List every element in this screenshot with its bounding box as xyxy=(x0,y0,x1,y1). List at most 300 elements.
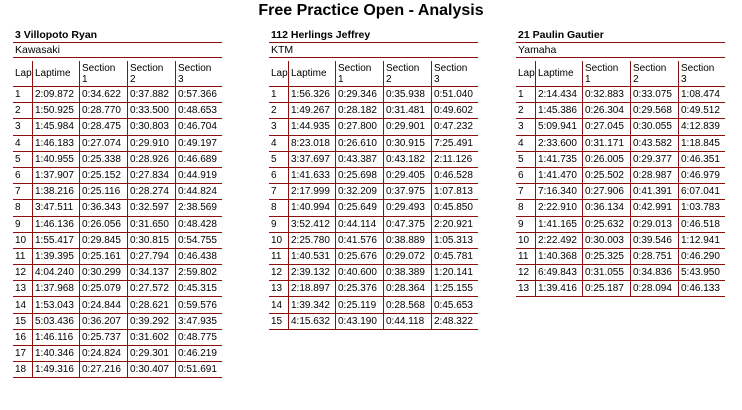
table-row xyxy=(13,136,222,152)
lap-number: 3 xyxy=(516,119,535,135)
lap-number: 16 xyxy=(13,330,32,346)
laptime: 2:17.999 xyxy=(288,184,335,200)
section-word: Section xyxy=(386,62,420,74)
section-1-time: 0:40.600 xyxy=(335,265,383,281)
section-1-time: 0:27.216 xyxy=(79,362,127,378)
table-row xyxy=(13,314,222,330)
section-2-time: 0:30.407 xyxy=(127,362,175,378)
section-1-time: 0:26.056 xyxy=(79,217,127,233)
col-header-section-2 xyxy=(630,61,678,87)
section-3-time: 0:46.438 xyxy=(175,249,222,265)
section-2-time: 0:28.751 xyxy=(630,249,678,265)
section-1-time: 0:31.171 xyxy=(582,136,630,152)
lap-number: 8 xyxy=(13,200,32,216)
section-2-time: 0:29.301 xyxy=(127,346,175,362)
table-row xyxy=(13,119,222,135)
section-1-time: 0:36.134 xyxy=(582,200,630,216)
table-row xyxy=(269,249,478,265)
section-1-time: 0:43.190 xyxy=(335,314,383,330)
table-row xyxy=(516,103,725,119)
col-header-laptime: Laptime xyxy=(288,61,335,87)
section-3-time: 0:46.219 xyxy=(175,346,222,362)
col-header-section-1 xyxy=(582,61,630,87)
table-row xyxy=(13,281,222,297)
section-1-time: 0:36.207 xyxy=(79,314,127,330)
section-2-time: 0:29.910 xyxy=(127,136,175,152)
table-row xyxy=(516,168,725,184)
section-1-time: 0:29.346 xyxy=(335,87,383,103)
section-1-time: 0:25.116 xyxy=(79,184,127,200)
table-row xyxy=(269,119,478,135)
table-row xyxy=(13,168,222,184)
header-row xyxy=(269,61,478,87)
laptime: 2:33.600 xyxy=(535,136,582,152)
section-3-time: 1:20.141 xyxy=(431,265,478,281)
table-row xyxy=(516,281,725,297)
laptime: 2:22.910 xyxy=(535,200,582,216)
laptime: 4:15.632 xyxy=(288,314,335,330)
section-2-time: 0:30.803 xyxy=(127,119,175,135)
section-1-time: 0:25.737 xyxy=(79,330,127,346)
section-3-time: 1:12.941 xyxy=(678,233,725,249)
lap-table xyxy=(269,61,478,330)
section-3-time: 5:43.950 xyxy=(678,265,725,281)
section-3-time: 0:46.133 xyxy=(678,281,725,297)
section-3-time: 0:45.653 xyxy=(431,297,478,313)
lap-number: 4 xyxy=(516,136,535,152)
col-header-laptime: Laptime xyxy=(32,61,79,87)
lap-number: 14 xyxy=(269,297,288,313)
section-2-time: 0:27.834 xyxy=(127,168,175,184)
section-1-time: 0:28.182 xyxy=(335,103,383,119)
section-number: 3 xyxy=(681,73,687,85)
section-3-time: 2:11.126 xyxy=(431,152,478,168)
section-3-time: 7:25.491 xyxy=(431,136,478,152)
section-2-time: 0:27.572 xyxy=(127,281,175,297)
section-number: 3 xyxy=(434,73,440,85)
section-2-time: 0:31.481 xyxy=(383,103,431,119)
section-3-time: 2:20.921 xyxy=(431,217,478,233)
rider-name: 112 Herlings Jeffrey xyxy=(269,29,478,43)
section-1-time: 0:28.475 xyxy=(79,119,127,135)
section-3-time: 1:07.813 xyxy=(431,184,478,200)
lap-number: 12 xyxy=(516,265,535,281)
section-2-time: 0:43.582 xyxy=(630,136,678,152)
table-row xyxy=(269,297,478,313)
lap-number: 2 xyxy=(269,103,288,119)
section-3-time: 0:44.919 xyxy=(175,168,222,184)
section-1-time: 0:24.824 xyxy=(79,346,127,362)
table-row xyxy=(516,217,725,233)
section-2-time: 0:29.493 xyxy=(383,200,431,216)
section-3-time: 0:44.824 xyxy=(175,184,222,200)
lap-number: 3 xyxy=(13,119,32,135)
table-row xyxy=(13,346,222,362)
table-row xyxy=(269,265,478,281)
laptime: 1:56.326 xyxy=(288,87,335,103)
table-row xyxy=(13,265,222,281)
lap-number: 6 xyxy=(269,168,288,184)
laptime: 2:18.897 xyxy=(288,281,335,297)
section-word: Section xyxy=(82,62,116,74)
section-number: 2 xyxy=(130,73,136,85)
laptime: 1:39.342 xyxy=(288,297,335,313)
section-2-time: 0:31.602 xyxy=(127,330,175,346)
laptime: 1:46.183 xyxy=(32,136,79,152)
section-2-time: 0:29.013 xyxy=(630,217,678,233)
rider-block xyxy=(516,29,725,297)
section-3-time: 0:46.518 xyxy=(678,217,725,233)
table-row xyxy=(13,87,222,103)
section-1-time: 0:41.576 xyxy=(335,233,383,249)
laptime: 2:39.132 xyxy=(288,265,335,281)
section-3-time: 4:12.839 xyxy=(678,119,725,135)
lap-number: 6 xyxy=(516,168,535,184)
laptime: 1:37.907 xyxy=(32,168,79,184)
section-1-time: 0:26.005 xyxy=(582,152,630,168)
lap-number: 15 xyxy=(13,314,32,330)
section-number: 1 xyxy=(585,73,591,85)
section-2-time: 0:31.650 xyxy=(127,217,175,233)
rider-name: 3 Villopoto Ryan xyxy=(13,29,222,43)
table-row xyxy=(13,362,222,378)
section-2-time: 0:27.794 xyxy=(127,249,175,265)
table-row xyxy=(269,168,478,184)
section-3-time: 0:57.366 xyxy=(175,87,222,103)
section-1-time: 0:32.209 xyxy=(335,184,383,200)
section-2-time: 0:43.182 xyxy=(383,152,431,168)
section-3-time: 0:46.351 xyxy=(678,152,725,168)
section-2-time: 0:39.546 xyxy=(630,233,678,249)
header-row xyxy=(516,61,725,87)
laptime: 5:03.436 xyxy=(32,314,79,330)
section-3-time: 0:49.197 xyxy=(175,136,222,152)
rider-name: 21 Paulin Gautier xyxy=(516,29,725,43)
col-header-lap: Lap xyxy=(13,61,32,87)
section-3-time: 0:59.576 xyxy=(175,297,222,313)
section-2-time: 0:28.987 xyxy=(630,168,678,184)
lap-number: 10 xyxy=(13,233,32,249)
laptime: 1:40.368 xyxy=(535,249,582,265)
col-header-section-2 xyxy=(127,61,175,87)
section-1-time: 0:25.119 xyxy=(335,297,383,313)
lap-number: 5 xyxy=(269,152,288,168)
section-word: Section xyxy=(434,62,468,74)
section-3-time: 1:18.845 xyxy=(678,136,725,152)
lap-number: 18 xyxy=(13,362,32,378)
laptime: 1:44.935 xyxy=(288,119,335,135)
lap-number: 13 xyxy=(516,281,535,297)
col-header-lap: Lap xyxy=(269,61,288,87)
lap-table xyxy=(516,61,725,297)
section-2-time: 0:28.094 xyxy=(630,281,678,297)
section-1-time: 0:25.502 xyxy=(582,168,630,184)
lap-number: 7 xyxy=(516,184,535,200)
section-1-time: 0:25.338 xyxy=(79,152,127,168)
table-row xyxy=(516,87,725,103)
section-2-time: 0:29.568 xyxy=(630,103,678,119)
table-row xyxy=(13,217,222,233)
table-row xyxy=(269,200,478,216)
laptime: 1:45.984 xyxy=(32,119,79,135)
col-header-section-1 xyxy=(79,61,127,87)
section-2-time: 0:29.072 xyxy=(383,249,431,265)
section-1-time: 0:25.676 xyxy=(335,249,383,265)
laptime: 1:55.417 xyxy=(32,233,79,249)
section-2-time: 0:29.901 xyxy=(383,119,431,135)
section-3-time: 0:46.979 xyxy=(678,168,725,184)
lap-number: 10 xyxy=(269,233,288,249)
section-2-time: 0:42.991 xyxy=(630,200,678,216)
section-3-time: 0:48.653 xyxy=(175,103,222,119)
lap-number: 15 xyxy=(269,314,288,330)
section-2-time: 0:34.836 xyxy=(630,265,678,281)
section-2-time: 0:38.889 xyxy=(383,233,431,249)
table-row xyxy=(516,200,725,216)
lap-number: 4 xyxy=(13,136,32,152)
lap-number: 13 xyxy=(13,281,32,297)
section-1-time: 0:27.906 xyxy=(582,184,630,200)
lap-number: 2 xyxy=(516,103,535,119)
laptime: 1:46.136 xyxy=(32,217,79,233)
table-row xyxy=(13,297,222,313)
lap-number: 7 xyxy=(13,184,32,200)
lap-number: 1 xyxy=(269,87,288,103)
section-3-time: 0:45.781 xyxy=(431,249,478,265)
section-3-time: 0:46.704 xyxy=(175,119,222,135)
laptime: 3:37.697 xyxy=(288,152,335,168)
section-1-time: 0:43.387 xyxy=(335,152,383,168)
lap-number: 11 xyxy=(269,249,288,265)
section-word: Section xyxy=(178,62,212,74)
section-number: 1 xyxy=(338,73,344,85)
table-row xyxy=(13,200,222,216)
table-row xyxy=(516,184,725,200)
section-2-time: 0:47.375 xyxy=(383,217,431,233)
table-row xyxy=(269,103,478,119)
section-2-time: 0:33.500 xyxy=(127,103,175,119)
laptime: 1:38.216 xyxy=(32,184,79,200)
section-1-time: 0:25.698 xyxy=(335,168,383,184)
section-1-time: 0:26.304 xyxy=(582,103,630,119)
section-2-time: 0:28.621 xyxy=(127,297,175,313)
table-row xyxy=(13,152,222,168)
table-row xyxy=(269,314,478,330)
laptime: 6:49.843 xyxy=(535,265,582,281)
laptime: 1:40.994 xyxy=(288,200,335,216)
section-2-time: 0:39.292 xyxy=(127,314,175,330)
lap-number: 3 xyxy=(269,119,288,135)
laptime: 2:22.492 xyxy=(535,233,582,249)
col-header-laptime: Laptime xyxy=(535,61,582,87)
table-row xyxy=(516,249,725,265)
laptime: 7:16.340 xyxy=(535,184,582,200)
lap-number: 2 xyxy=(13,103,32,119)
section-3-time: 2:38.569 xyxy=(175,200,222,216)
lap-number: 12 xyxy=(13,265,32,281)
section-1-time: 0:30.299 xyxy=(79,265,127,281)
section-number: 1 xyxy=(82,73,88,85)
section-3-time: 0:46.528 xyxy=(431,168,478,184)
section-1-time: 0:28.770 xyxy=(79,103,127,119)
section-2-time: 0:30.815 xyxy=(127,233,175,249)
rider-block xyxy=(269,29,478,330)
rider-block xyxy=(13,29,222,378)
section-2-time: 0:30.915 xyxy=(383,136,431,152)
section-2-time: 0:28.926 xyxy=(127,152,175,168)
section-2-time: 0:38.389 xyxy=(383,265,431,281)
lap-number: 8 xyxy=(516,200,535,216)
laptime: 2:25.780 xyxy=(288,233,335,249)
table-row xyxy=(13,233,222,249)
table-row xyxy=(269,152,478,168)
section-2-time: 0:37.882 xyxy=(127,87,175,103)
section-word: Section xyxy=(633,62,667,74)
laptime: 4:04.240 xyxy=(32,265,79,281)
section-2-time: 0:44.118 xyxy=(383,314,431,330)
col-header-section-1 xyxy=(335,61,383,87)
lap-number: 5 xyxy=(516,152,535,168)
team-name: Yamaha xyxy=(516,44,725,58)
section-2-time: 0:30.055 xyxy=(630,119,678,135)
section-2-time: 0:33.075 xyxy=(630,87,678,103)
section-3-time: 0:47.232 xyxy=(431,119,478,135)
table-row xyxy=(269,217,478,233)
col-header-section-3 xyxy=(431,61,478,87)
laptime: 2:09.872 xyxy=(32,87,79,103)
section-3-time: 1:25.155 xyxy=(431,281,478,297)
table-row xyxy=(269,136,478,152)
section-3-time: 0:45.315 xyxy=(175,281,222,297)
laptime: 1:40.955 xyxy=(32,152,79,168)
page-title: Free Practice Open - Analysis xyxy=(258,2,484,19)
section-3-time: 3:47.935 xyxy=(175,314,222,330)
section-1-time: 0:34.622 xyxy=(79,87,127,103)
table-row xyxy=(516,136,725,152)
col-header-lap: Lap xyxy=(516,61,535,87)
section-3-time: 0:51.691 xyxy=(175,362,222,378)
laptime: 1:37.968 xyxy=(32,281,79,297)
lap-number: 9 xyxy=(13,217,32,233)
table-row xyxy=(516,119,725,135)
laptime: 1:39.395 xyxy=(32,249,79,265)
section-1-time: 0:27.045 xyxy=(582,119,630,135)
laptime: 3:47.511 xyxy=(32,200,79,216)
section-2-time: 0:28.568 xyxy=(383,297,431,313)
lap-number: 17 xyxy=(13,346,32,362)
section-3-time: 2:48.322 xyxy=(431,314,478,330)
section-1-time: 0:24.844 xyxy=(79,297,127,313)
section-3-time: 1:08.474 xyxy=(678,87,725,103)
section-3-time: 0:49.512 xyxy=(678,103,725,119)
section-1-time: 0:25.632 xyxy=(582,217,630,233)
section-2-time: 0:32.597 xyxy=(127,200,175,216)
section-1-time: 0:30.003 xyxy=(582,233,630,249)
col-header-section-2 xyxy=(383,61,431,87)
section-3-time: 1:03.783 xyxy=(678,200,725,216)
section-1-time: 0:25.161 xyxy=(79,249,127,265)
laptime: 1:45.386 xyxy=(535,103,582,119)
section-3-time: 1:05.313 xyxy=(431,233,478,249)
section-3-time: 0:46.689 xyxy=(175,152,222,168)
laptime: 1:41.470 xyxy=(535,168,582,184)
lap-number: 7 xyxy=(269,184,288,200)
section-3-time: 0:48.775 xyxy=(175,330,222,346)
lap-number: 11 xyxy=(13,249,32,265)
section-3-time: 0:48.428 xyxy=(175,217,222,233)
section-1-time: 0:27.074 xyxy=(79,136,127,152)
laptime: 1:39.416 xyxy=(535,281,582,297)
lap-number: 1 xyxy=(13,87,32,103)
section-2-time: 0:34.137 xyxy=(127,265,175,281)
section-2-time: 0:35.938 xyxy=(383,87,431,103)
laptime: 1:40.346 xyxy=(32,346,79,362)
section-1-time: 0:29.845 xyxy=(79,233,127,249)
laptime: 1:40.531 xyxy=(288,249,335,265)
lap-number: 12 xyxy=(269,265,288,281)
lap-number: 13 xyxy=(269,281,288,297)
table-row xyxy=(269,87,478,103)
section-3-time: 2:59.802 xyxy=(175,265,222,281)
header-row xyxy=(13,61,222,87)
section-1-time: 0:25.079 xyxy=(79,281,127,297)
section-2-time: 0:28.274 xyxy=(127,184,175,200)
team-name: KTM xyxy=(269,44,478,58)
lap-number: 9 xyxy=(269,217,288,233)
section-1-time: 0:27.800 xyxy=(335,119,383,135)
lap-number: 1 xyxy=(516,87,535,103)
section-1-time: 0:25.152 xyxy=(79,168,127,184)
lap-number: 5 xyxy=(13,152,32,168)
lap-number: 11 xyxy=(516,249,535,265)
section-1-time: 0:44.114 xyxy=(335,217,383,233)
section-1-time: 0:26.610 xyxy=(335,136,383,152)
section-3-time: 6:07.041 xyxy=(678,184,725,200)
table-row xyxy=(13,330,222,346)
col-header-section-3 xyxy=(175,61,222,87)
laptime: 2:14.434 xyxy=(535,87,582,103)
laptime: 1:41.165 xyxy=(535,217,582,233)
section-3-time: 0:46.290 xyxy=(678,249,725,265)
laptime: 1:50.925 xyxy=(32,103,79,119)
section-word: Section xyxy=(130,62,164,74)
lap-table xyxy=(13,61,222,378)
section-1-time: 0:36.343 xyxy=(79,200,127,216)
section-1-time: 0:31.055 xyxy=(582,265,630,281)
laptime: 1:41.633 xyxy=(288,168,335,184)
laptime: 3:52.412 xyxy=(288,217,335,233)
lap-number: 9 xyxy=(516,217,535,233)
team-name: Kawasaki xyxy=(13,44,222,58)
section-3-time: 0:54.755 xyxy=(175,233,222,249)
section-number: 2 xyxy=(633,73,639,85)
laptime: 8:23.018 xyxy=(288,136,335,152)
section-3-time: 0:51.040 xyxy=(431,87,478,103)
table-row xyxy=(269,281,478,297)
section-2-time: 0:29.405 xyxy=(383,168,431,184)
section-2-time: 0:28.364 xyxy=(383,281,431,297)
section-word: Section xyxy=(681,62,715,74)
table-row xyxy=(269,184,478,200)
section-2-time: 0:41.391 xyxy=(630,184,678,200)
section-number: 3 xyxy=(178,73,184,85)
laptime: 1:53.043 xyxy=(32,297,79,313)
section-word: Section xyxy=(338,62,372,74)
section-3-time: 0:45.850 xyxy=(431,200,478,216)
section-1-time: 0:32.883 xyxy=(582,87,630,103)
laptime: 1:49.267 xyxy=(288,103,335,119)
laptime: 5:09.941 xyxy=(535,119,582,135)
